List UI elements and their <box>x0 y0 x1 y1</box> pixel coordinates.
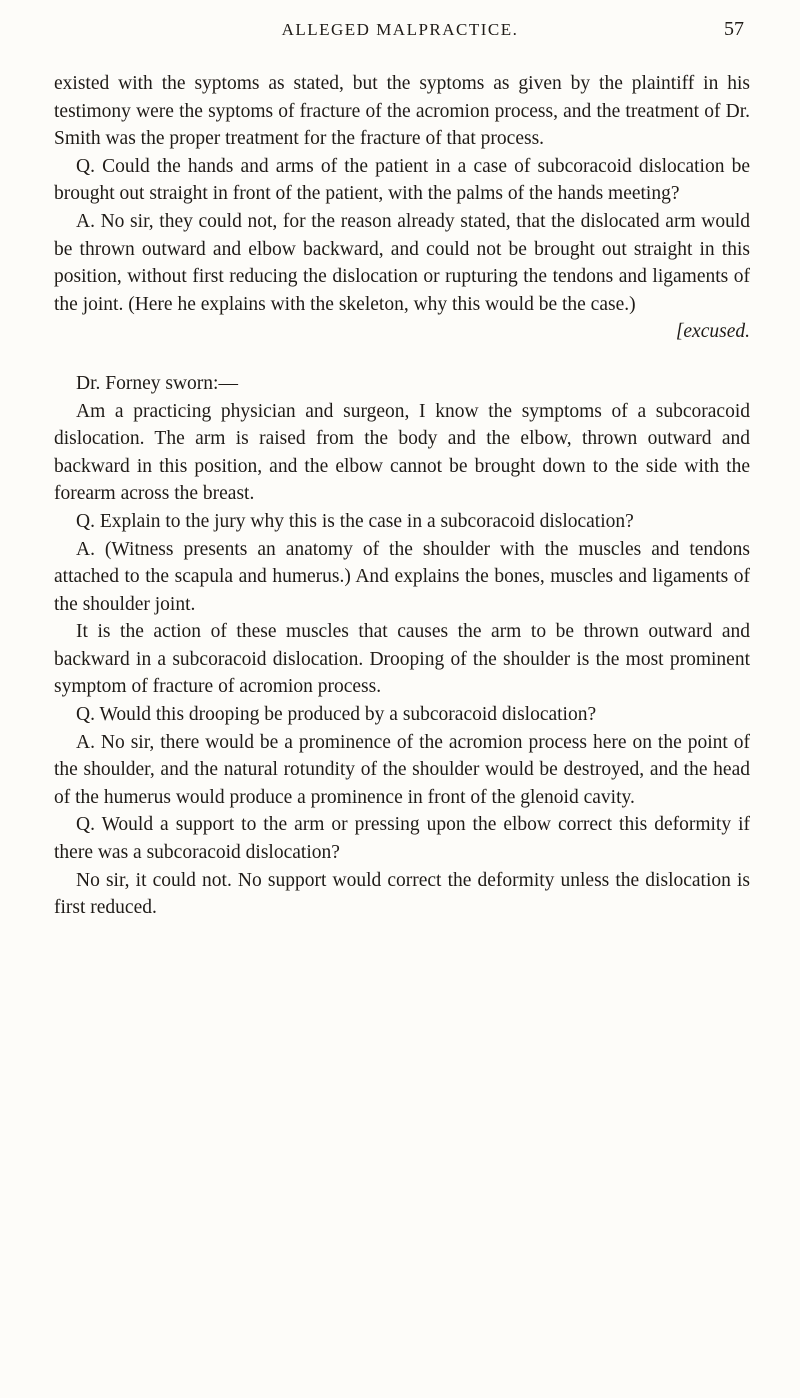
paragraph: existed with the syptoms as stated, but the syptoms as given by the plaintiff in his testimony were the syptoms of fracture of the acromion process, and the treatment of Dr. Smith was the proper treatment for the fracture of that process. <box>54 73 750 150</box>
page-number: 57 <box>724 18 744 40</box>
witness-heading: Dr. Forney sworn:— <box>76 372 238 394</box>
paragraph: A. No sir, there would be a prominence of the acromion process here on the point of the shoulder, and the natural rotundity of the shoulder would be destroyed, and the head of the humerus would produce a prominence in front of the glenoid cavity. <box>54 731 750 808</box>
paragraph: Q. Explain to the jury why this is the case in a subcoracoid dislocation? <box>76 510 634 532</box>
paragraph: It is the action of these muscles that causes the arm to be thrown outward and backward in a subcoracoid dislocation. Drooping of the shoulder is the most prominent symptom of fracture of acromion process. <box>54 621 750 698</box>
paragraph: Q. Would a support to the arm or pressing upon the elbow correct this deformity if there was a subcoracoid dislocation? <box>54 814 750 864</box>
paragraph: Q. Could the hands and arms of the patient in a case of subcoracoid dislocation be brought out straight in front of the patient, with the palms of the hands meeting? <box>54 155 750 205</box>
spacer <box>54 346 750 370</box>
paragraph: Q. Would this drooping be produced by a subcoracoid dislocation? <box>76 704 597 726</box>
body-text <box>54 70 750 922</box>
paragraph: No sir, it could not. No support would correct the deformity unless the dislocation is first reduced. <box>54 869 750 919</box>
paragraph: A. No sir, they could not, for the reason already stated, that the dislocated arm would be thrown outward and elbow backward, and could not be brought out straight in this position, without first reducing the dislocation or rupturing the tendons and ligaments of the joint. (Here he explains with the skeleton, why this would be the case.) <box>54 210 750 315</box>
paragraph: A. (Witness presents an anatomy of the shoulder with the muscles and tendons attached to the scapula and humerus.) And explains the bones, muscles and ligaments of the shoulder joint. <box>54 538 750 615</box>
excused-note: [excused. <box>675 321 750 343</box>
page-header <box>0 18 800 48</box>
paragraph: Am a practicing physician and surgeon, I know the symptoms of a subcoracoid dislocation. The arm is raised from the body and the elbow, thrown outward and backward in this position, and the elbow cannot be brought down to the side with the forearm across the breast. <box>54 400 750 505</box>
running-head: ALLEGED MALPRACTICE. <box>281 20 519 39</box>
